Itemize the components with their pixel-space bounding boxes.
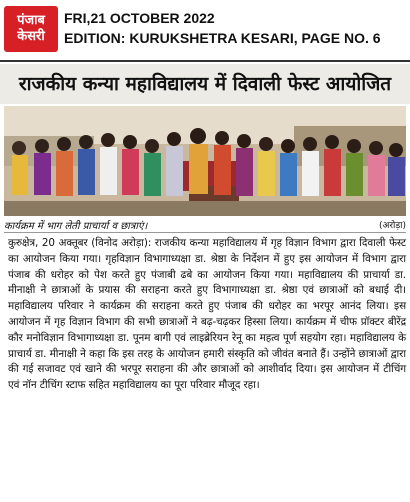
- caption-text: कार्यक्रम में भाग लेती प्राचार्या व छात्राएं।: [4, 221, 148, 232]
- edition-info: EDITION: KURUKSHETRA KESARI, PAGE NO. 6: [64, 30, 381, 46]
- logo-line-2: केसरी: [17, 29, 45, 44]
- header-divider: [0, 60, 410, 62]
- caption-divider: [4, 232, 406, 233]
- logo-line-1: पंजाब: [17, 13, 45, 28]
- photo-credit: (अरोड़ा): [378, 221, 406, 231]
- group-photo: [4, 106, 406, 216]
- edition-meta: [64, 8, 410, 48]
- article-body: कुरुक्षेत्र, 20 अक्तूबर (विनोद अरोड़ा): राजकीय कन्या महाविद्यालय में गृह विज्ञान विभाग द्वारा दिवाली फेस्ट का आयोजन किया गया। गृहविज्ञान विभागाध्यक्षा डा. श्रेष्ठा के निर्देशन में हुए इस आयोजन में विभाग द्वारा पंजाब की धरोहर को पेश करते हुए पंजाबी ढबे का आयोजन किया गया। महाविद्यालय की प्राचार्या डा. मीनाक्षी ने छात्राओं के प्रयास की सराहना करते हुए विभागाध्यक्षा डा. श्रेष्ठा एवं छात्राओं को बधाई दी। महाविद्यालय परिवार ने कार्यक्रम की सराहना करते हुए पंजाब की धरोहर का भरपूर आनंद लिया। इस आयोजन में गृह विज्ञान विभाग की सभी छात्राओं ने बढ़-चढ़कर हिस्सा लिया। कार्यक्रम में चीफ प्रॉक्टर बीरेंद्र कौर मनोविज्ञान विभागाध्यक्षा डा. पूनम बागी एवं लाइब्रेरियन रेनू का महत्व पूर्ण सहयोग रहा। महाविद्यालय के प्राचार्य डा. मीनाक्षी ने कहा कि इस तरह के आयोजन हमारी संस्कृति को जीवंत बनाते हैं। उन्होंने छात्राओं द्वारा की गई सजावट एवं खाने की भरपूर सराहना की और छात्राओं को आशीर्वाद दिया। इस आयोजन में टीचिंग एवं नॉन टीचिंग स्टाफ सहित महाविद्यालय का पूरा परिवार मौजूद रहा।: [8, 237, 406, 392]
- newspaper-logo: [4, 6, 58, 52]
- article-headline: राजकीय कन्या महाविद्यालय में दिवाली फेस्ट आयोजित: [0, 64, 410, 104]
- photo-caption: [4, 218, 406, 232]
- publication-date: FRI,21 OCTOBER 2022: [64, 10, 215, 26]
